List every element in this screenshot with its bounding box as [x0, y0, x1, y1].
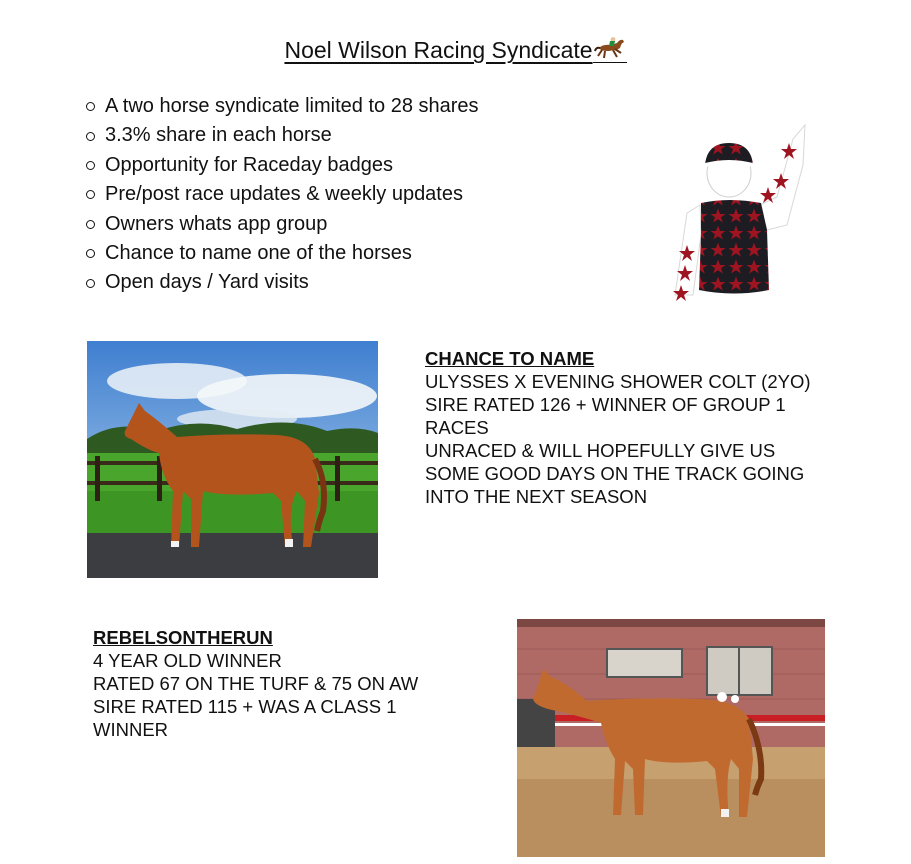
description-line: 4 YEAR OLD WINNER [93, 650, 282, 671]
racing-horse-icon [593, 36, 627, 63]
bullet-icon [86, 161, 95, 170]
description-line: INTO THE NEXT SEASON [425, 486, 648, 507]
description-line: UNRACED & WILL HOPEFULLY GIVE US [425, 440, 776, 461]
list-item: Owners whats app group [86, 210, 479, 239]
horse1-heading: CHANCE TO NAME [425, 348, 595, 369]
horse1-description [425, 347, 845, 508]
horse2-description [93, 626, 453, 741]
page-title [0, 35, 911, 65]
racing-silks-image [655, 105, 810, 305]
horse2-heading: REBELSONTHERUN [93, 627, 273, 648]
description-line: SIRE RATED 126 + WINNER OF GROUP 1 [425, 394, 786, 415]
description-line: SOME GOOD DAYS ON THE TRACK GOING [425, 463, 805, 484]
features-list [86, 92, 479, 298]
description-line: RATED 67 ON THE TURF & 75 ON AW [93, 673, 419, 694]
bullet-icon [86, 190, 95, 199]
horse-photo-colt [87, 341, 378, 578]
list-item: Opportunity for Raceday badges [86, 151, 479, 180]
description-line: WINNER [93, 719, 169, 740]
list-item: Pre/post race updates & weekly updates [86, 180, 479, 209]
bullet-icon [86, 279, 95, 288]
bullet-icon [86, 249, 95, 258]
description-line: ULYSSES X EVENING SHOWER COLT (2YO) [425, 371, 811, 392]
description-line: RACES [425, 417, 489, 438]
list-item: Open days / Yard visits [86, 268, 479, 297]
title-text: Noel Wilson Racing Syndicate [284, 37, 593, 63]
bullet-icon [86, 102, 95, 111]
bullet-icon [86, 132, 95, 141]
list-item: 3.3% share in each horse [86, 121, 479, 150]
list-item: A two horse syndicate limited to 28 shares [86, 92, 479, 121]
list-item: Chance to name one of the horses [86, 239, 479, 268]
horse-photo-rebelsontherun [517, 619, 825, 857]
description-line: SIRE RATED 115 + WAS A CLASS 1 [93, 696, 397, 717]
bullet-icon [86, 220, 95, 229]
